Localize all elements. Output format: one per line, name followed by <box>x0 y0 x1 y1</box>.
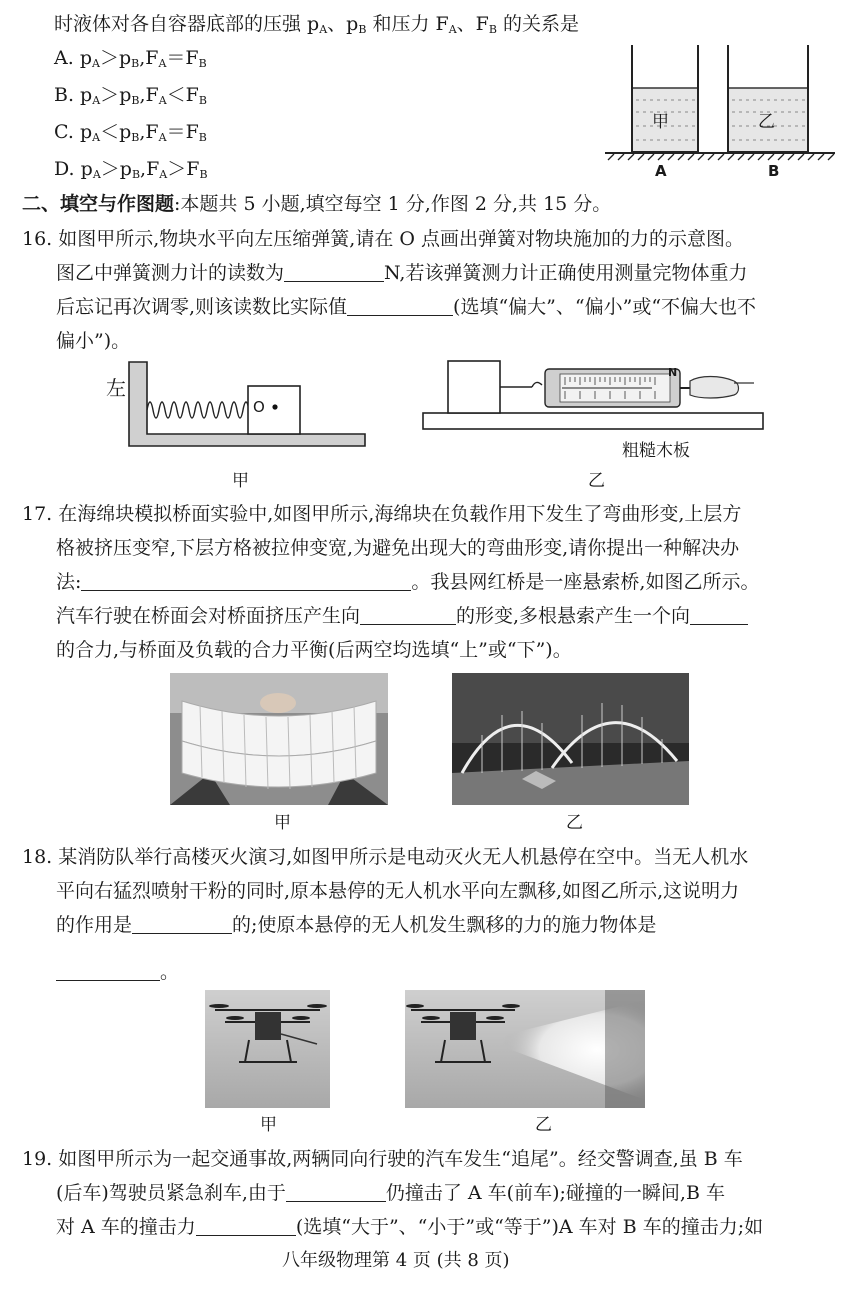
section-title: 二、填空与作图题:本题共 5 小题,填空每空 1 分,作图 2 分,共 15 分。 <box>22 193 612 215</box>
left-direction-label: 左 <box>106 376 126 400</box>
q15-option-c: C. $p_A<p_B,F_A=F_B$ <box>54 121 207 144</box>
q17-caption-jia: 甲 <box>274 813 291 833</box>
q19-line-2: (后车)驾驶员紧急刹车,由于 仍撞击了 A 车(前车);碰撞的一瞬间,B 车 <box>56 1182 725 1204</box>
q18-caption-jia: 甲 <box>260 1115 277 1135</box>
hand-icon <box>690 377 739 399</box>
drone-spray-photo <box>405 990 645 1108</box>
q15-stem: 时液体对各自容器底部的压强 $p_A$、$p_B$ 和压力 $F_A$、$F_B$ 的关系是 <box>54 13 579 36</box>
q18-blank-agent[interactable] <box>56 960 160 981</box>
q19-blank-compare[interactable] <box>196 1215 296 1236</box>
q16-line-4: 偏小”)。 <box>56 330 131 352</box>
q18-line-2: 平向右猛烈喷射干粉的同时,原本悬停的无人机水平向左飘移,如图乙所示,这说明力 <box>56 880 740 902</box>
q17-line-1: 17. 在海绵块模拟桥面实验中,如图甲所示,海绵块在负载作用下发生了弯曲形变,上层方 <box>22 503 742 525</box>
spring-block-figure <box>125 360 370 455</box>
drone-hover-photo <box>205 990 330 1108</box>
base-label-a: A <box>655 162 667 180</box>
spring <box>147 402 255 418</box>
q16-blank-reading[interactable] <box>284 261 384 282</box>
q16-line-3: 后忘记再次调零,则该读数比实际值 (选填“偏大”、“偏小”或“不偏大也不 <box>56 296 757 318</box>
q18-line-1: 18. 某消防队举行高楼灭火演习,如图甲所示是电动灭火无人机悬停在空中。当无人机水 <box>22 846 749 868</box>
q15-option-d: D. $p_A>p_B,F_A>F_B$ <box>54 158 208 181</box>
q17-blank-deform-direction[interactable] <box>360 604 456 625</box>
q19-line-3: 对 A 车的撞击力 (选填“大于”、“小于”或“等于”)A 车对 B 车的撞击力;如 <box>56 1216 764 1238</box>
q19-line-1: 19. 如图甲所示为一起交通事故,两辆同向行驶的汽车发生“追尾”。经交警调查,虽 B 车 <box>22 1148 743 1170</box>
base-label-b: B <box>768 162 780 180</box>
rough-board-label: 粗糙木板 <box>622 441 690 461</box>
containers-figure <box>600 40 840 180</box>
sponge-photo <box>170 673 388 805</box>
q18-blank-mutual[interactable] <box>132 913 232 934</box>
point-o-label: O <box>253 398 265 416</box>
q16-line-1: 16. 如图甲所示,物块水平向左压缩弹簧,请在 O 点画出弹簧对物块施加的力的示意图。 <box>22 228 744 250</box>
point-o <box>272 404 277 409</box>
q18-line-4: 。 <box>56 958 179 986</box>
pulled-block <box>448 361 500 413</box>
q16-blank-compare[interactable] <box>347 295 453 316</box>
page-footer: 八年级物理第 4 页 (共 8 页) <box>282 1250 510 1271</box>
rough-board <box>423 413 763 429</box>
q18-line-3: 的作用是 的;使原本悬停的无人机发生飘移的力的施力物体是 <box>56 914 657 936</box>
container-right-label: 乙 <box>758 112 775 132</box>
spring-scale-figure <box>420 355 770 440</box>
q17-blank-force-direction[interactable] <box>690 604 748 625</box>
q17-line-4: 汽车行驶在桥面会对桥面挤压产生向 的形变,多根悬索产生一个向 <box>56 602 748 630</box>
q17-line-5: 的合力,与桥面及负载的合力平衡(后两空均选填“上”或“下”)。 <box>56 639 572 661</box>
scale-unit-label: N <box>668 366 678 379</box>
q16-caption-jia: 甲 <box>232 471 249 491</box>
q17-line-2: 格被挤压变窄,下层方格被拉伸变宽,为避免出现大的弯曲形变,请你提出一种解决办 <box>56 537 740 559</box>
q19-blank-inertia[interactable] <box>286 1181 386 1202</box>
q18-caption-yi: 乙 <box>535 1115 552 1135</box>
q17-caption-yi: 乙 <box>566 813 583 833</box>
q16-caption-yi: 乙 <box>588 471 605 491</box>
container-left-label: 甲 <box>652 112 669 132</box>
q17-blank-solution[interactable] <box>81 570 411 591</box>
q16-line-2: 图乙中弹簧测力计的读数为 N,若该弹簧测力计正确使用测量完物体重力 <box>56 262 748 284</box>
q17-line-3: 法: 。我县网红桥是一座悬索桥,如图乙所示。 <box>56 571 760 593</box>
q15-option-b: B. $p_A>p_B,F_A<F_B$ <box>54 84 207 107</box>
q15-option-a: A. $p_A>p_B,F_A=F_B$ <box>54 47 207 70</box>
suspension-bridge-photo <box>452 673 689 805</box>
